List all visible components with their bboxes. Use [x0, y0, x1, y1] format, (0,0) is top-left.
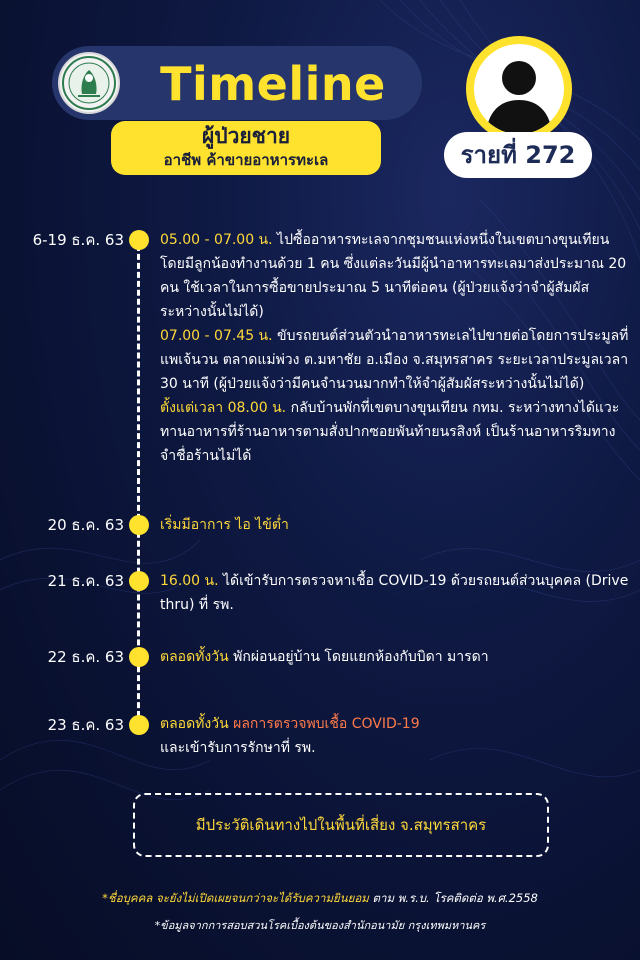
timeline-entry [160, 712, 630, 760]
privacy-footnote-rest: ตาม พ.ร.บ. โรคติดต่อ พ.ศ.2558 [368, 891, 538, 905]
entry-text: และเข้ารับการรักษาที่ รพ. [160, 740, 316, 756]
timeline-date: 6-19 ธ.ค. 63 [32, 231, 124, 249]
timeline-dot [129, 230, 149, 250]
timeline-dot [129, 647, 149, 667]
timeline-dot [129, 515, 149, 535]
timeline-entry [160, 569, 630, 617]
entry-text: พักผ่อนอยู่บ้าน โดยแยกห้องกับบิดา มารดา [228, 649, 489, 665]
timeline-date: 23 ธ.ค. 63 [47, 716, 124, 734]
source-footnote: *ข้อมูลจากการสอบสวนโรคเบื้องต้นของสำนักอนามัย กรุงเทพมหานคร [154, 919, 486, 932]
entry-text: ไปซื้ออาหารทะเลจากชุมชนแห่งหนึ่งในเขตบางขุนเทียนโดยมีลูกน้องทำงานด้วย 1 คน ซึ่งแต่ละวันมีผู้นำอาหารทะเลมาส่งประมาณ 20 คน ใช้เวลาในการซื้อขายประมาณ 5 นาทีต่อคน (ผู้ป่วยแจ้งว่าจำผู้สัมผัสระหว่างนั้นไม่ได้) [160, 232, 627, 320]
privacy-footnote [20, 889, 620, 907]
person-silhouette-icon [474, 44, 564, 134]
timeline-entry [160, 645, 630, 669]
entry-text: กลับบ้านพักที่เขตบางขุนเทียน กทม. ระหว่างทางได้แวะทานอาหารที่ร้านอาหารตามสั่งปากซอยพันท้ายนรสิงห์ เป็นร้านอาหารริมทาง จำชื่อร้านไม่ได้ [160, 400, 620, 464]
timeline-paragraph [160, 396, 630, 468]
bma-seal-icon [58, 52, 120, 114]
patient-gender: ผู้ป่วยชาย [201, 124, 291, 148]
entry-text: ได้เข้ารับการตรวจหาเชื้อ COVID-19 ด้วยรถยนต์ส่วนบุคคล (Drive thru) ที่ รพ. [160, 573, 629, 613]
time-highlight: 07.00 - 07.45 น. [160, 328, 273, 344]
time-highlight: 05.00 - 07.00 น. [160, 232, 273, 248]
entry-text: ขับรถยนต์ส่วนตัวนำอาหารทะเลไปขายต่อโดยการประมูลที่แพเจ้นวน ตลาดแม่พ่วง ต.มหาชัย อ.เมือง จ.สมุทรสาคร ระยะเวลาประมูลเวลา 30 นาที (ผู้ป่วยแจ้งว่ามีคนจำนวนมากทำให้จำผู้สัมผัสระหว่างนั้นไม่ได้) [160, 328, 629, 392]
timeline-date: 21 ธ.ค. 63 [47, 572, 124, 590]
time-highlight: 16.00 น. [160, 573, 219, 589]
timeline-paragraph [160, 228, 630, 324]
timeline-date: 22 ธ.ค. 63 [47, 648, 124, 666]
timeline-dot [129, 715, 149, 735]
case-number-label: รายที่ 272 [460, 141, 576, 169]
page-title: Timeline [160, 57, 386, 111]
timeline-entry [160, 513, 630, 537]
risk-area-note: มีประวัติเดินทางไปในพื้นที่เสี่ยง จ.สมุทรสาคร [195, 816, 487, 834]
time-highlight: ตลอดทั้งวัน [160, 716, 229, 732]
time-highlight: เริ่มมีอาการ ไอ ไข้ต่ำ [160, 517, 289, 533]
timeline-dot [129, 571, 149, 591]
timeline-entry [160, 228, 630, 468]
covid-positive-alert: ผลการตรวจพบเชื้อ COVID-19 [233, 716, 420, 732]
patient-occupation: อาชีพ ค้าขายอาหารทะเล [163, 151, 329, 169]
time-highlight: ตลอดทั้งวัน [160, 649, 229, 665]
time-highlight: ตั้งแต่เวลา 08.00 น. [160, 400, 287, 416]
timeline-date: 20 ธ.ค. 63 [47, 516, 124, 534]
timeline-paragraph [160, 324, 630, 396]
privacy-footnote-highlight: *ชื่อบุคคล จะยังไม่เปิดเผยจนกว่าจะได้รับความยินยอม [102, 891, 369, 905]
